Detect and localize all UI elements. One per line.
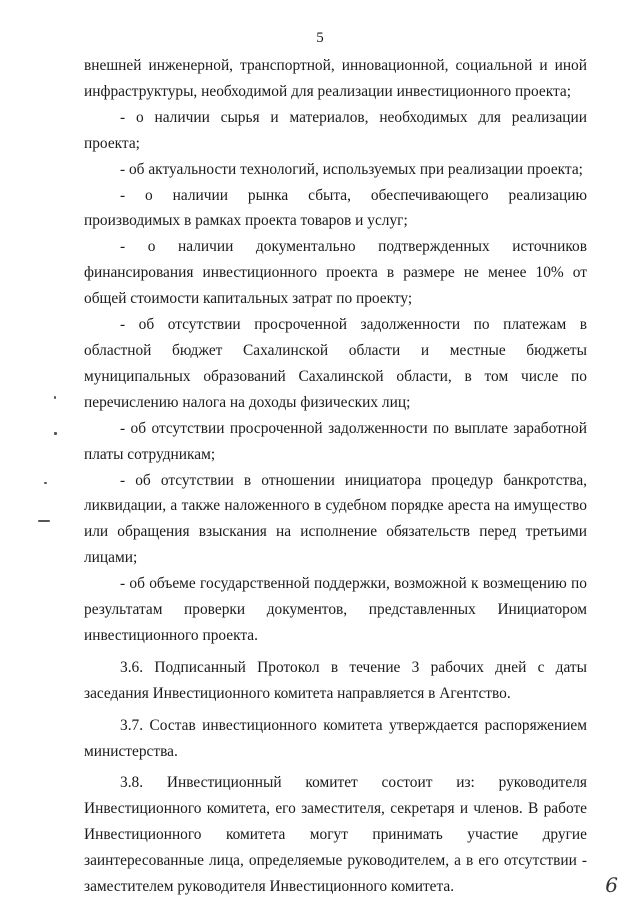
paragraph-financing-sources: - о наличии документально подтвержденных источников финансирования инвестиционного проекта в размере не менее 10% от общей стоимости капитальных затрат по проекту; (84, 238, 587, 308)
paragraph-raw-materials: - о наличии сырья и материалов, необходимых для реализации проекта; (84, 108, 587, 152)
paragraph-sales-market: - о наличии рынка сбыта, обеспечивающего реализацию производимых в рамках проекта товаров и услуг; (84, 186, 587, 230)
handwritten-page-number: 6 (605, 873, 618, 897)
scan-speck (44, 482, 47, 484)
paragraph-budget-debt: - об отсутствии просроченной задолженности по платежам в областной бюджет Сахалинской области и местные бюджеты муниципальных образований Сахалинской области, в том числе по перечислению налога на доходы физических лиц; (84, 316, 587, 411)
paragraph-3-6: 3.6. Подписанный Протокол в течение 3 рабочих дней с даты заседания Инвестиционного комитета направляется в Агентство. (84, 658, 587, 702)
paragraph-state-support: - об объеме государственной поддержки, возможной к возмещению по результатам проверки документов, представленных Инициатором инвестиционного проекта. (84, 575, 587, 644)
paragraph-3-7: 3.7. Состав инвестиционного комитета утверждается распоряжением министерства. (84, 716, 587, 760)
paragraph-3-8: 3.8. Инвестиционный комитет состоит из: руководителя Инвестиционного комитета, его заместителя, секретаря и членов. В работе Инвестиционного комитета могут принимать участие другие заинтересованные лица, определяемые руководителем, а в его отсутствии - заместителем руководителя Инвестиционного комитета. (84, 774, 587, 896)
paragraph-bankruptcy: - об отсутствии в отношении инициатора процедур банкротства, ликвидации, а также наложенного в судебном порядке ареста на имущество или обращения взыскания на исполнение обязательств перед третьими лицами; (84, 471, 587, 567)
paragraph-technologies: - об актуальности технологий, используемых при реализации проекта; (120, 160, 583, 178)
scan-speck (54, 396, 56, 399)
paragraph-infrastructure: внешней инженерной, транспортной, инновационной, социальной и иной инфраструктуры, необходимой для реализации инвестиционного проекта; (84, 57, 587, 100)
document-body (84, 53, 587, 900)
scan-speck (38, 520, 50, 522)
scan-speck (54, 432, 57, 435)
page-number: 5 (316, 30, 324, 46)
paragraph-salary-debt: - об отсутствии просроченной задолженности по выплате заработной платы сотрудникам; (84, 419, 587, 463)
